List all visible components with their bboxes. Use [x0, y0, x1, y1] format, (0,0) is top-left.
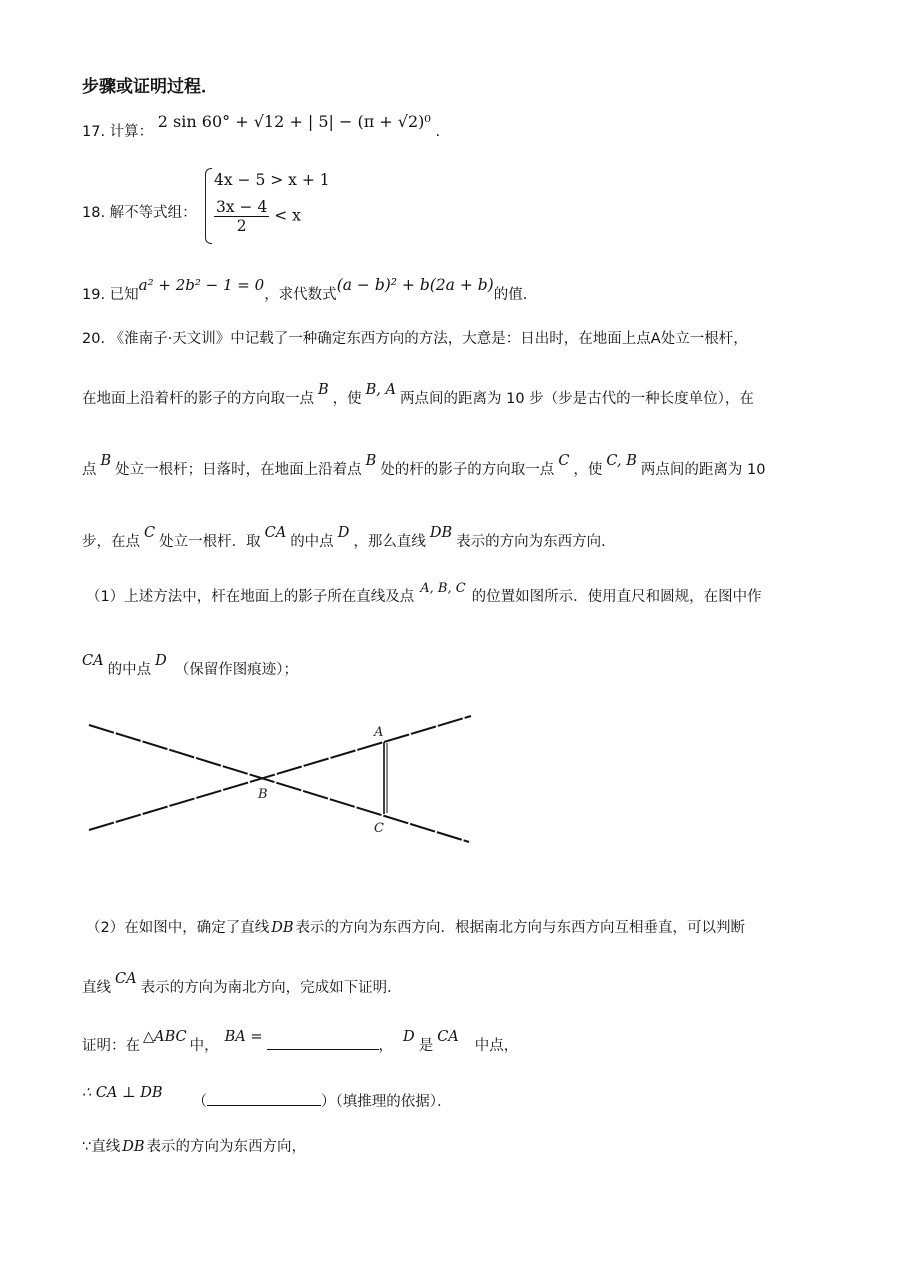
q18-brace	[205, 168, 212, 244]
text: ，使	[332, 391, 362, 407]
text: 两点间的距离为 10 步（步是古代的一种长度单位），在	[400, 391, 754, 407]
proof-line-1	[82, 1029, 519, 1056]
q17-label: 17. 计算：	[82, 124, 154, 140]
q20-line-3	[82, 453, 766, 480]
math-CB: C, B	[606, 453, 637, 469]
text: 两点间的距离为 10	[640, 462, 766, 478]
math-B: B	[365, 453, 377, 469]
math-CA: CA	[82, 653, 104, 669]
math-BA: B, A	[365, 382, 397, 398]
math-C: C	[144, 525, 156, 541]
q19	[82, 276, 528, 305]
text: 表示的方向为南北方向，完成如下证明．	[140, 980, 402, 996]
math-DB: DB	[122, 1139, 145, 1155]
q18-inequality-2	[214, 198, 301, 235]
q19-condition: a² + 2b² − 1 = 0	[138, 276, 265, 294]
shadow-line-2	[89, 716, 471, 830]
geometry-figure	[84, 708, 484, 853]
text: 处的杆的影子的方向取一点	[380, 462, 555, 478]
math-CA-perp-DB: ∴ CA ⊥ DB	[82, 1085, 163, 1101]
text: ）（填推理的依据）．	[321, 1094, 452, 1110]
math-CA: CA	[115, 971, 137, 987]
math-CA: CA	[264, 525, 287, 541]
proof-line-3	[82, 1137, 306, 1157]
q20-part2-line-2	[82, 971, 402, 998]
math-C: C	[558, 453, 570, 469]
q19-mid: ，求代数式	[264, 287, 337, 303]
text: 处立一根杆．取	[159, 534, 261, 550]
math-ABC: A, B, C	[420, 581, 466, 596]
q20-line-1: 20. 《淮南子·天文训》中记载了一种确定东西方向的方法，大意是：日出时，在地面上点A处立一根杆，	[82, 331, 748, 347]
text: （	[192, 1094, 208, 1110]
text: （1）上述方法中，杆在地面上的影子所在直线及点	[86, 589, 415, 605]
q20-part2-line-1	[86, 918, 745, 938]
text: ，使	[573, 462, 603, 478]
q20-line-2	[82, 382, 754, 409]
q17-expression: 2 sin 60° + √12 + | 5| − (π + √2)⁰	[157, 112, 431, 131]
label-A: A	[374, 725, 384, 740]
text: 的位置如图所示．使用直尺和圆规，在图中作	[471, 589, 762, 605]
text: 步，在点	[82, 534, 140, 550]
math-B: B	[100, 453, 112, 469]
q17-end: .	[435, 124, 441, 140]
text: （保留作图痕迹）；	[174, 662, 298, 678]
text: （2）在如图中，确定了直线	[86, 920, 270, 936]
math-CA: CA	[437, 1029, 459, 1045]
text: 表示的方向为东西方向．根据南北方向与东西方向互相垂直，可以判断	[295, 920, 746, 936]
q19-expression: (a − b)² + b(2a + b)	[336, 276, 494, 294]
text: 中点，	[474, 1038, 519, 1054]
text: 处立一根杆；日落时，在地面上沿着点	[115, 462, 362, 478]
q18-fraction-rest: < x	[274, 206, 301, 225]
math-D: D	[337, 525, 350, 541]
q20-part1-line-2	[82, 653, 298, 680]
q20-part1-line-1	[86, 581, 762, 608]
text: ，	[378, 1038, 394, 1054]
text: 的中点	[290, 534, 334, 550]
section-heading: 步骤或证明过程．	[82, 77, 218, 97]
shadow-line-1	[89, 725, 469, 842]
text: 中，	[189, 1038, 219, 1054]
text: 在地面上沿着杆的影子的方向取一点	[82, 391, 314, 407]
text: 表示的方向为东西方向．	[456, 534, 616, 550]
label-B: B	[258, 787, 268, 802]
answer-blank-2[interactable]	[207, 1091, 321, 1106]
math-D: D	[155, 653, 167, 669]
text: 的中点	[107, 662, 152, 678]
text: ∵直线	[82, 1139, 121, 1155]
math-DB: DB	[271, 920, 294, 936]
text: 是	[418, 1038, 434, 1054]
text: 点	[82, 462, 97, 478]
q18-label: 18. 解不等式组：	[82, 205, 197, 221]
q18-fraction-numerator: 3x − 4	[216, 198, 268, 216]
q20-line-4	[82, 525, 616, 552]
q18-fraction	[214, 198, 269, 235]
q18-fraction-denominator: 2	[236, 217, 247, 235]
label-C: C	[374, 821, 384, 836]
proof-line-2	[82, 1085, 452, 1112]
math-BA-eq: BA =	[224, 1029, 263, 1045]
answer-blank-1[interactable]	[267, 1035, 379, 1050]
math-B: B	[318, 382, 329, 398]
math-triangle: △ABC	[143, 1029, 187, 1045]
math-D: D	[403, 1029, 415, 1045]
text: 直线	[82, 980, 111, 996]
text: ，那么直线	[353, 534, 426, 550]
text: 证明：在	[82, 1038, 140, 1054]
q18-inequality-1: 4x − 5 > x + 1	[214, 171, 330, 189]
text: 表示的方向为东西方向，	[146, 1139, 307, 1155]
math-DB: DB	[429, 525, 453, 541]
q19-suffix: 的值.	[493, 287, 528, 303]
q17	[82, 112, 441, 142]
q19-prefix: 19. 已知	[82, 287, 139, 303]
